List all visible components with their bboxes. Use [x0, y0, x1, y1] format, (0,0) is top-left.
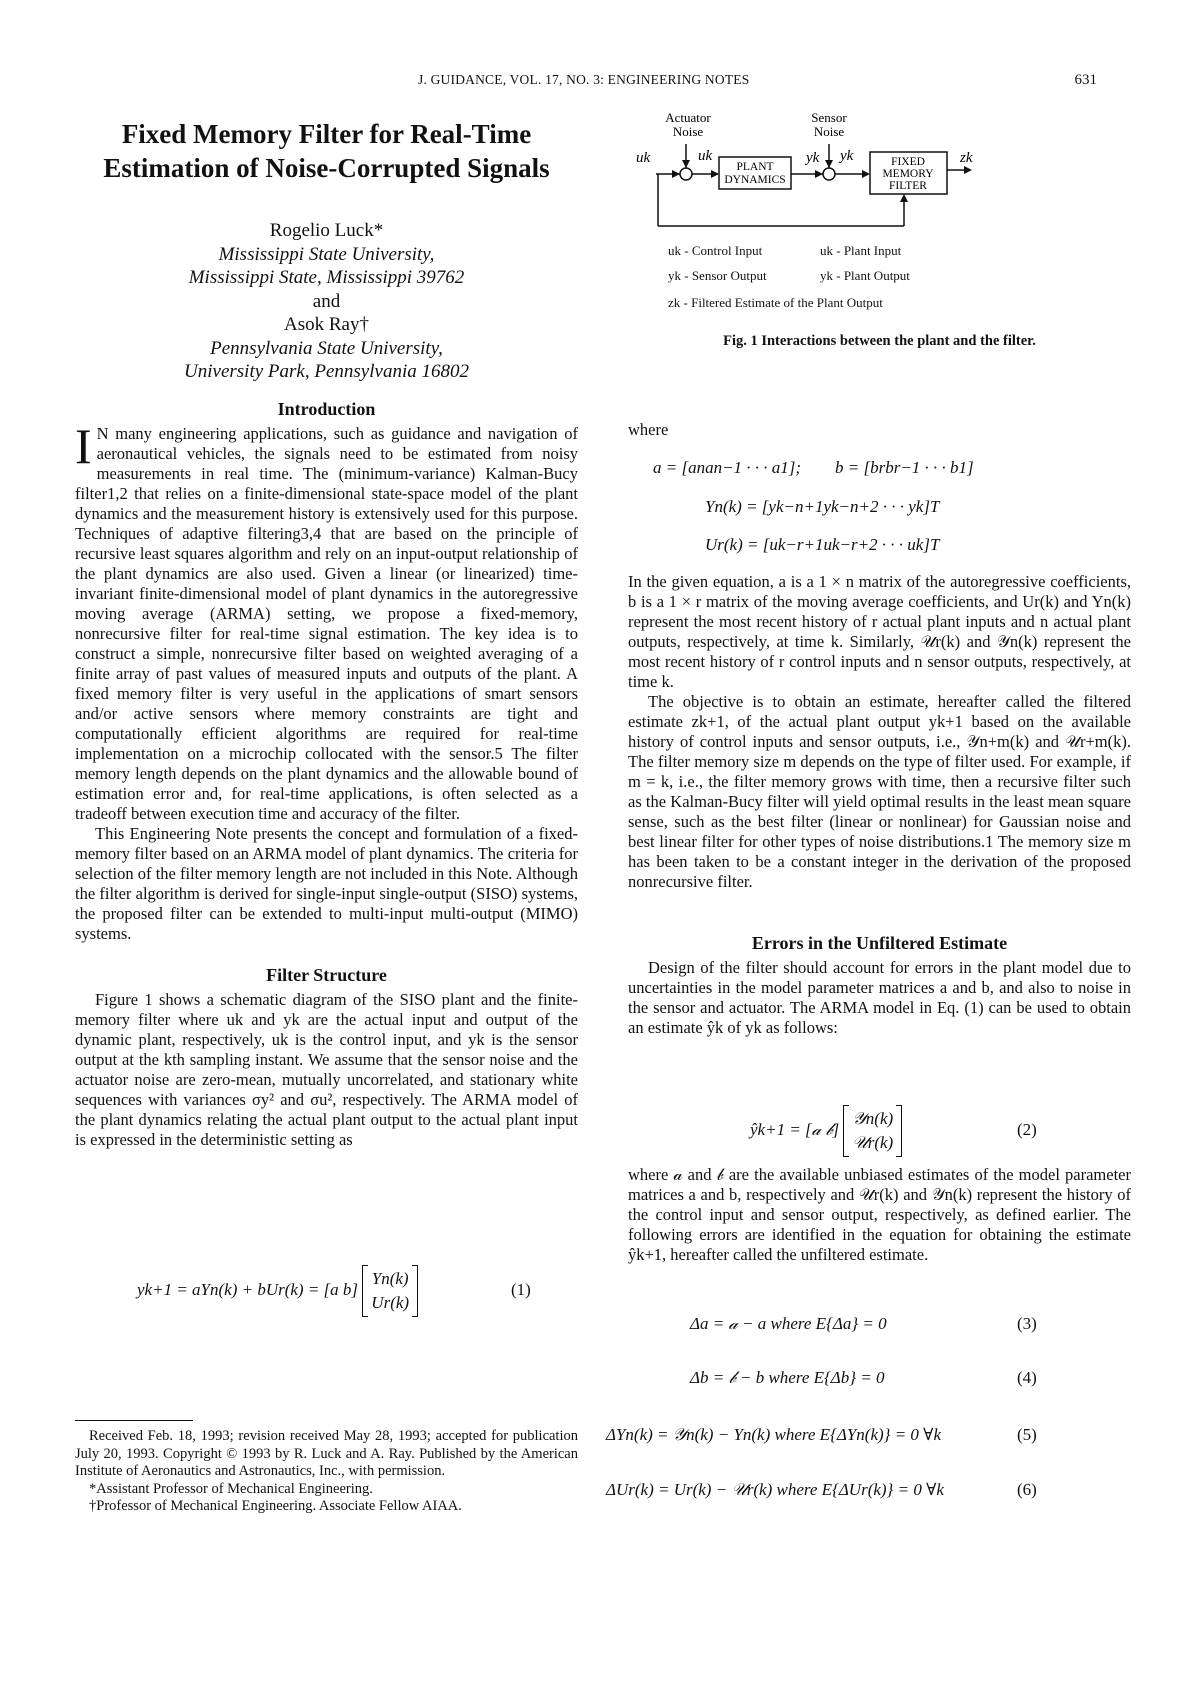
body-paragraph: where 𝒶 and 𝒷 are the available unbiased estimates of the model parameter matrices a and b, respectively and 𝒰r(k) and 𝒴n(k) represent the history of the control input and sensor output, respectively, as defined earlier. The following errors are identified in the equation for obtaining the estimate ŷk+1, hereafter called the unfiltered estimate. — [628, 1165, 1131, 1264]
legend-plant-output: yk - Plant Output — [820, 268, 910, 283]
figure-caption: Fig. 1 Interactions between the plant and the filter. — [723, 333, 1036, 349]
svg-text:MEMORY: MEMORY — [882, 168, 934, 180]
drop-cap: I — [75, 418, 92, 474]
sensor-output-label: yk — [840, 148, 854, 164]
control-input-label: uk — [636, 150, 651, 166]
actuator-noise-label: Actuator — [665, 110, 711, 125]
equation-number: (3) — [1017, 1314, 1037, 1333]
matrix: 𝒴n(k) 𝒰r(k) — [843, 1105, 902, 1157]
fixed-memory-filter-block: FIXED — [891, 156, 925, 168]
plant-dynamics-block: PLANT — [736, 161, 774, 173]
equation-number: (4) — [1017, 1368, 1037, 1387]
equation-number: (5) — [1017, 1425, 1037, 1444]
svg-text:Noise: Noise — [813, 124, 845, 139]
plant-output-label: yk — [806, 150, 820, 166]
right-column-top — [628, 420, 1131, 440]
equation-number: (2) — [1017, 1120, 1037, 1139]
footnotes — [75, 1428, 578, 1516]
legend-sensor-output: yk - Sensor Output — [668, 268, 767, 283]
received-note: Received Feb. 18, 1993; revision received May 28, 1993; accepted for publication July 20, 1993. Copyright © 1993 by R. Luck and A. Ray. Published by the American Institute of Aeronautics and Astronautics, Inc., with permission. — [75, 1428, 578, 1479]
definition-Y: Yn(k) = [yk−n+1yk−n+2 · · · yk]T — [705, 497, 940, 516]
svg-text:FILTER: FILTER — [889, 180, 927, 192]
author-address: University Park, Pennsylvania 16802 — [184, 361, 469, 382]
footnote-rule — [75, 1420, 193, 1421]
author-affiliation: Mississippi State University, — [218, 243, 435, 265]
equation-number: (6) — [1017, 1480, 1037, 1499]
section-heading: Filter Structure — [266, 965, 387, 985]
running-head: J. GUIDANCE, VOL. 17, NO. 3: ENGINEERING NOTES — [418, 72, 750, 87]
sensor-noise-label: Sensor — [811, 110, 847, 125]
definition-b: b = [brbr−1 · · · b1] — [835, 458, 974, 477]
equation-1: yk+1 = aYn(k) + bUr(k) = [a b] Yn(k) Ur(k) — [137, 1265, 418, 1317]
equation-4: Δb = 𝒷 − b where E{Δb} = 0 — [690, 1368, 885, 1387]
author-affiliation: Pennsylvania State University, — [210, 337, 443, 359]
author-conjunction: and — [312, 290, 341, 312]
legend-plant-input: uk - Plant Input — [820, 243, 902, 258]
svg-text:DYNAMICS: DYNAMICS — [724, 174, 786, 186]
definition-U: Ur(k) = [uk−r+1uk−r+2 · · · uk]T — [705, 535, 940, 554]
where-label: where — [628, 420, 669, 439]
paper-title: Fixed Memory Filter for Real-Time Estimation of Noise-Corrupted Signals — [103, 119, 550, 183]
matrix: Yn(k) Ur(k) — [362, 1265, 418, 1317]
right-column-body-2 — [628, 1165, 1131, 1265]
footnote: †Professor of Mechanical Engineering. Associate Fellow AIAA. — [89, 1498, 462, 1514]
section-heading: Errors in the Unfiltered Estimate — [751, 933, 1008, 953]
body-paragraph: In the given equation, a is a 1 × n matrix of the autoregressive coefficients, b is a 1 × r matrix of the moving average coefficients, and Ur(k) and Yn(k) represent the most recent history of r actual plant inputs and n actual plant outputs, respectively, at time k. Similarly, 𝒰r(k) and 𝒴n(k) represent the most recent history of r control inputs and n sensor outputs, respectively, at time k. — [628, 572, 1131, 691]
section-heading: Introduction — [277, 399, 376, 419]
legend-filtered-estimate: zk - Filtered Estimate of the Plant Output — [668, 295, 883, 310]
equation-5: ΔYn(k) = 𝒴n(k) − Yn(k) where E{ΔYn(k)} = 0 ∀k — [606, 1425, 941, 1444]
author-address: Mississippi State, Mississippi 39762 — [188, 267, 465, 288]
filtered-estimate-label: zk — [960, 150, 973, 166]
equation-number: (1) — [511, 1280, 531, 1299]
svg-text:Noise: Noise — [672, 124, 704, 139]
left-column — [75, 398, 578, 1150]
intro-paragraph: This Engineering Note presents the concept and formulation of a fixed-memory filter based on an ARMA model of plant dynamics. The criteria for selection of the filter memory length are not included in this Note. Although the filter algorithm is derived for single-input single-output (SISO) systems, the proposed filter can be extended to multi-input multi-output (MIMO) systems. — [75, 824, 578, 943]
body-paragraph: Design of the filter should account for errors in the plant model due to uncertainties in the model parameter matrices a and b, and also to noise in the sensor and actuator. The ARMA model in Eq. (1) can be used to obtain an estimate ŷk of yk as follows: — [628, 958, 1131, 1037]
equation-2: ŷk+1 = [𝒶 𝒷] 𝒴n(k) 𝒰r(k) — [750, 1105, 902, 1157]
equation-6: ΔUr(k) = Ur(k) − 𝒰r(k) where E{ΔUr(k)} = 0 ∀k — [606, 1480, 944, 1499]
legend-control-input: uk - Control Input — [668, 243, 763, 258]
intro-paragraph: I N many engineering applications, such as guidance and navigation of aeronautical vehicles, the signals need to be estimated from noisy measurements in real time. The (minimum-variance) Kalman-Bucy filter1,2 that relies on a finite-dimensional state-space model of the plant dynamics and the measurement history is extensively used for this purpose. Techniques of adaptive filtering3,4 that are based on the principle of recursive least squares algorithm and rely on an input-output relationship of the plant dynamics are also used. Given a linear (or linearized) time-invariant finite-dimensional model of plant dynamics in the autoregressive moving average (ARMA) setting, we propose a fixed-memory, nonrecursive filter for real-time signal estimation. The key idea is to construct a simple, nonrecursive filter based on weighted averaging of a finite array of past values of measured inputs and outputs of the plant. A fixed memory filter is very useful in the applications of smart sensors and/or active sensors where memory constraints are tight and computationally efficient algorithms are required for real-time implementation on a microchip collocated with the sensor.5 The filter memory length depends on the plant dynamics and the allowable bound of estimation error and, for real-time applications, is often selected as a tradeoff between execution time and accuracy of the filter. — [75, 418, 578, 823]
equation-3: Δa = 𝒶 − a where E{Δa} = 0 — [690, 1314, 887, 1333]
author-block — [75, 219, 578, 384]
right-column-body — [628, 572, 1131, 1038]
plant-input-label: uk — [698, 148, 713, 164]
page-number: 631 — [1074, 72, 1097, 88]
author-name: Asok Ray† — [284, 314, 369, 335]
body-paragraph: Figure 1 shows a schematic diagram of the SISO plant and the finite-memory filter where uk and yk are the actual input and output of the dynamic plant, respectively, uk is the control input, and yk is the sensor output at the kth sampling instant. We assume that the sensor noise and the actuator noise are zero-mean, mutually uncorrelated, and stationary white sequences with variances σy² and σu², respectively. The ARMA model of the plant dynamics relating the actual plant output to the actual plant input is expressed in the deterministic setting as — [75, 990, 578, 1149]
body-paragraph: The objective is to obtain an estimate, hereafter called the filtered estimate zk+1, of the actual plant output yk+1 based on the available history of control inputs and sensor outputs, i.e., 𝒴n+m(k) and 𝒰r+m(k). The filter memory size m depends on the type of filter used. For example, if m = k, i.e., the filter memory grows with time, then a recursive filter such as the Kalman-Bucy filter will yield optimal results in the least mean square sense, such as the best filter (linear or nonlinear) for Gaussian noise and best linear filter for other types of noise distributions.1 The memory size m has been taken to be a constant integer in the derivation of the proposed nonrecursive filter. — [628, 692, 1131, 891]
author-name: Rogelio Luck* — [269, 220, 384, 241]
footnote: *Assistant Professor of Mechanical Engineering. — [89, 1480, 373, 1497]
definition-a: a = [anan−1 · · · a1]; — [653, 458, 802, 477]
